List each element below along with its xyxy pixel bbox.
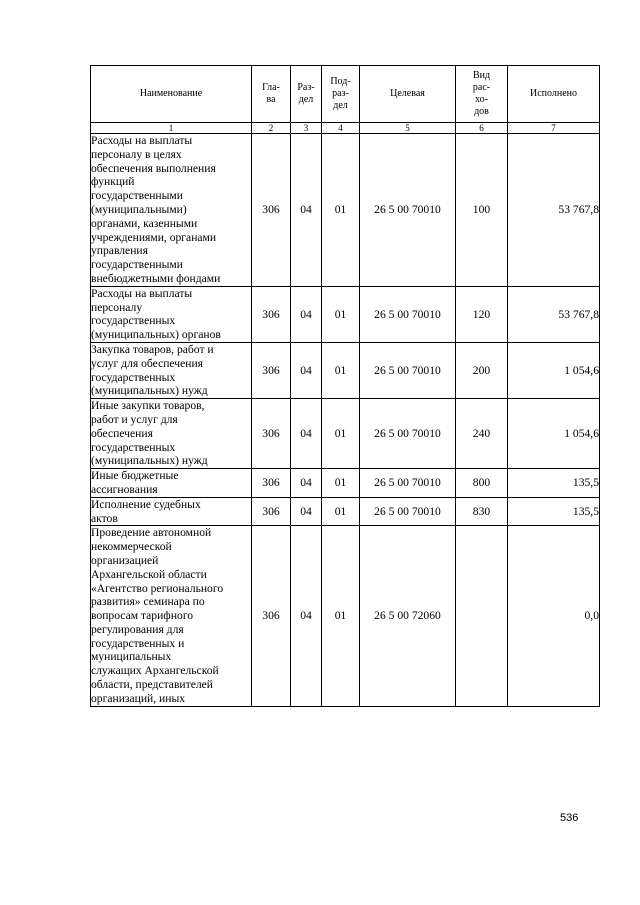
row-name-line: Проведение автономной [91,526,212,540]
row-razdel: 04 [291,497,322,526]
row-name-line: обеспечения [91,426,153,440]
row-done: 135,5 [508,469,600,498]
table-body [91,134,600,707]
row-name-line: персоналу [91,300,143,314]
row-done: 1 054,6 [508,399,600,469]
row-name-line: (муниципальных) органов [91,328,221,342]
row-name [91,134,252,287]
row-glava: 306 [252,469,291,498]
col-number: 1 [91,123,252,134]
row-glava: 306 [252,286,291,342]
row-name-line: функций [91,175,135,189]
header-row [91,66,600,123]
col-number: 4 [322,123,360,134]
row-target: 26 5 00 70010 [360,469,456,498]
row-name-line: области, представителей [91,678,213,692]
row-name-line: обеспечения выполнения [91,161,216,175]
row-razdel: 04 [291,399,322,469]
row-name-line: Иные бюджетные [91,469,179,483]
row-name-line: внебюджетными фондами [91,271,221,285]
row-target: 26 5 00 70010 [360,286,456,342]
row-name-line: муниципальных [91,650,172,664]
row-target: 26 5 00 70010 [360,134,456,287]
row-podrazdel: 01 [322,286,360,342]
row-podrazdel: 01 [322,526,360,706]
col-number: 5 [360,123,456,134]
row-name-line: Исполнение судебных [91,497,201,511]
row-name-line: организаций, иных [91,691,186,705]
row-name [91,526,252,706]
row-name-line: (муниципальными) [91,202,187,216]
row-glava: 306 [252,497,291,526]
row-name-line: государственными [91,189,183,203]
row-glava: 306 [252,342,291,398]
row-name-line: управления [91,244,148,258]
row-name-line: организацией [91,553,159,567]
row-done: 53 767,8 [508,286,600,342]
row-done: 1 054,6 [508,342,600,398]
row-name-line: «Агентство регионального [91,581,224,595]
col-number: 7 [508,123,600,134]
row-target: 26 5 00 72060 [360,526,456,706]
row-vid: 100 [456,134,508,287]
row-done: 135,5 [508,497,600,526]
row-name-line: вопросам тарифного [91,609,194,623]
row-target: 26 5 00 70010 [360,342,456,398]
header-glava: Гла- ва [252,66,291,123]
row-name [91,497,252,526]
row-name [91,399,252,469]
row-vid [456,526,508,706]
row-razdel: 04 [291,342,322,398]
row-name-line: государственных [91,440,176,454]
table-row [91,286,600,342]
row-podrazdel: 01 [322,399,360,469]
row-name-line: Иные закупки товаров, [91,399,205,413]
row-podrazdel: 01 [322,497,360,526]
row-podrazdel: 01 [322,134,360,287]
row-name [91,286,252,342]
row-name-line: государственными [91,258,183,272]
row-name-line: служащих Архангельской [91,664,219,678]
row-glava: 306 [252,134,291,287]
row-glava: 306 [252,399,291,469]
row-name-line: регулирования для [91,622,184,636]
row-podrazdel: 01 [322,342,360,398]
col-number: 6 [456,123,508,134]
column-number-row [91,123,600,134]
row-name [91,469,252,498]
row-target: 26 5 00 70010 [360,497,456,526]
row-name-line: учреждениями, органами [91,230,217,244]
row-name-line: Закупка товаров, работ и [91,342,214,356]
page-number: 536 [560,812,579,824]
row-name-line: Расходы на выплаты [91,286,193,300]
row-name-line: персоналу в целях [91,147,182,161]
row-vid: 200 [456,342,508,398]
row-razdel: 04 [291,526,322,706]
col-number: 2 [252,123,291,134]
row-name-line: органами, казенными [91,216,198,230]
row-razdel: 04 [291,286,322,342]
row-podrazdel: 01 [322,469,360,498]
row-vid: 240 [456,399,508,469]
col-number: 3 [291,123,322,134]
row-name-line: услуг для обеспечения [91,356,203,370]
row-name-line: (муниципальных) нужд [91,384,208,398]
row-name-line: ассигнования [91,482,158,496]
row-name-line: актов [91,511,118,525]
row-razdel: 04 [291,134,322,287]
row-name-line: государственных [91,370,176,384]
row-glava: 306 [252,526,291,706]
budget-table [90,65,600,707]
header-target: Целевая [360,66,456,123]
row-name-line: государственных [91,314,176,328]
header-razdel: Раз- дел [291,66,322,123]
row-name-line: государственных и [91,636,185,650]
row-done: 53 767,8 [508,134,600,287]
header-podrazdel: Под- раз- дел [322,66,360,123]
row-name-line: Архангельской области [91,567,207,581]
row-name-line: развития» семинара по [91,595,205,609]
row-vid: 120 [456,286,508,342]
row-name-line: (муниципальных) нужд [91,454,208,468]
header-vid: Вид рас- хо- дов [456,66,508,123]
table-row [91,469,600,498]
row-target: 26 5 00 70010 [360,399,456,469]
row-vid: 800 [456,469,508,498]
table-row [91,526,600,706]
table-row [91,399,600,469]
row-name-line: некоммерческой [91,540,172,554]
table-row [91,497,600,526]
header-done: Исполнено [508,66,600,123]
table-row [91,134,600,287]
row-razdel: 04 [291,469,322,498]
header-name: Наименование [91,66,252,123]
table-row [91,342,600,398]
row-name-line: Расходы на выплаты [91,134,193,147]
row-vid: 830 [456,497,508,526]
row-done: 0,0 [508,526,600,706]
row-name [91,342,252,398]
row-name-line: работ и услуг для [91,412,178,426]
